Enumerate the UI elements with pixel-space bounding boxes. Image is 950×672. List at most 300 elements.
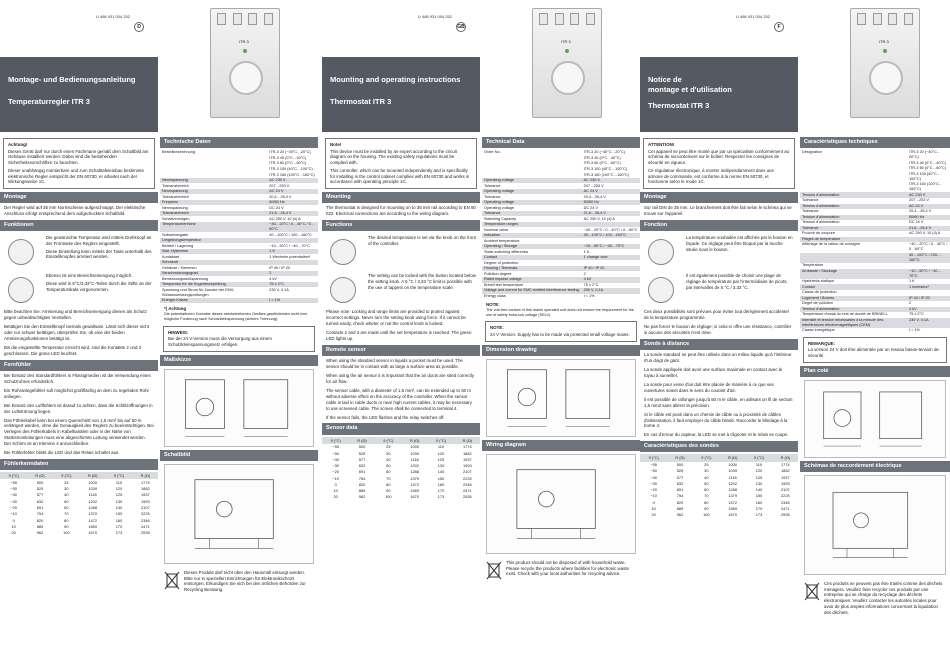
spec-cell: Hystérésis statique xyxy=(802,279,835,284)
spec-cell: Tolerance xyxy=(482,211,582,217)
de-sensor-heading: Fernfühler xyxy=(0,360,158,371)
f-doc-number: U 468 931 004 252 xyxy=(735,14,770,19)
f-sensor-table-heading: Caractéristiques des sondes xyxy=(640,441,798,452)
table-cell: 25 xyxy=(386,444,391,450)
spec-cell: ITR-3 160 (100°C…160°C) xyxy=(269,172,315,177)
spec-cell: Schutzart xyxy=(160,260,267,266)
table-cell: 120 xyxy=(755,468,763,474)
spec-cell: 20,4…26,4 V xyxy=(909,209,932,214)
gb-device-area xyxy=(482,0,640,132)
table-cell: 754 xyxy=(358,475,366,481)
spec-cell: 207…253 V xyxy=(583,183,604,188)
spec-cell: AC 250 V, 10 (4) A xyxy=(909,231,941,236)
de-recycle-text: Dieses Produkt darf nicht über den Hausmüll entsorgt werden. Bitte nur in speziellen Einrichtungen für Elektronikschrott entsorgen. Erkundigen Sie sich bei den örtlichen Behörden zur Recycling Beratung. xyxy=(184,570,306,593)
f-warning-text-2: Ce régulateur électronique, à monter indépendamment dans une armoire de commande, est conforme à la norme EN 60730, et fonctionne selon le mode 1C. xyxy=(648,167,774,185)
spec-cell: 4 kV xyxy=(269,276,277,281)
de-mounting-text: Der Regler wird auf 35 mm Normschiene aufgeschnappt. Der elektrische Anschluss erfolgt entsprechend dem aufgedruckten Schaltbild. xyxy=(4,205,146,217)
sensor-table-header: ϑ (°C) xyxy=(745,454,772,461)
spec-cell: 2 xyxy=(909,301,912,306)
de-sensor-text: Bei Einsatz des Standardfühlers in Flüssigmedien ist die Verwendung eines Schutzrohres erforderlich. xyxy=(4,372,151,384)
table-cell: −55 xyxy=(650,462,657,468)
table-cell: 1937 xyxy=(141,492,150,498)
gb-functions-heading: Functions xyxy=(322,220,480,231)
table-cell: 1472 xyxy=(88,517,97,523)
spec-cell: Nennspannung xyxy=(160,178,267,184)
table-cell: 25 xyxy=(704,462,709,468)
table-cell: 170 xyxy=(115,523,123,529)
table-cell: −55 xyxy=(332,444,339,450)
led-icon xyxy=(883,49,887,53)
table-cell: 40 xyxy=(704,474,709,480)
spec-cell: Static switching differentia xyxy=(484,249,528,254)
table-cell: 632 xyxy=(676,480,684,486)
spec-cell: Operating / Storage xyxy=(482,244,582,250)
f-remark-title: REMARQUE: xyxy=(808,340,836,346)
table-cell: 1202 xyxy=(728,480,737,486)
table-cell: 691 xyxy=(36,505,44,511)
spec-cell: 40…100°C / 100…160°C xyxy=(582,233,640,239)
table-cell: 1000 xyxy=(410,444,419,450)
table-cell: 754 xyxy=(36,511,44,517)
device-image xyxy=(850,8,920,118)
table-cell: 2107 xyxy=(141,505,150,511)
f-recycle-notice xyxy=(800,578,950,618)
table-cell: 2346 xyxy=(781,499,790,505)
sensor-table-header: R (Ω) xyxy=(455,437,480,444)
device-label: ITR 3 xyxy=(239,39,249,44)
table-cell: 173 xyxy=(755,512,763,518)
spec-cell: Gehäuse / Klemmen xyxy=(162,265,197,270)
gb-function-text-1: The desired temperature is set via the knob on the front of the controller. xyxy=(368,235,476,246)
spec-cell xyxy=(800,182,907,192)
spec-row xyxy=(160,298,318,304)
f-cover-column xyxy=(640,0,798,672)
de-dimension-drawing xyxy=(164,369,314,447)
sensor-table-header: R (Ω) xyxy=(349,437,374,444)
table-cell: 577 xyxy=(36,492,44,498)
gb-product-name: Thermostat ITR 3 xyxy=(330,97,392,107)
spec-cell: Pollution degree xyxy=(484,271,512,276)
f-sensor-text-5: Si le câble est posé dans un chemin de câble ou à proximité de câbles d'alimentation, il faut employer du câble blindé. Raccorder le blindage à la borne 4. xyxy=(644,411,788,429)
table-cell: 1000 xyxy=(728,462,737,468)
table-cell: 820 xyxy=(36,517,44,523)
table-cell: 2225 xyxy=(141,511,150,517)
spec-cell: Toleranzbereich xyxy=(162,183,189,188)
spec-cell: ITR-3 100 (40°C…100°C) xyxy=(269,166,313,171)
table-cell: 1472 xyxy=(410,481,419,487)
crossed-bin-icon xyxy=(804,581,820,601)
spec-cell: Température xyxy=(802,263,824,268)
de-language-badge: D xyxy=(134,22,144,32)
de-functions-heading: Funktionen xyxy=(0,220,158,231)
table-cell: 160 xyxy=(115,517,123,523)
spec-cell: Plages de température xyxy=(800,237,907,243)
spec-cell xyxy=(800,172,907,182)
table-cell: 889 xyxy=(36,523,44,529)
spec-row xyxy=(800,172,950,182)
table-cell: 90 xyxy=(64,523,69,529)
spec-cell: DC 24 V xyxy=(909,220,924,225)
spec-cell: I = 1% xyxy=(909,328,920,333)
table-cell: 110 xyxy=(115,479,123,485)
table-cell: 10 xyxy=(11,523,16,529)
table-cell: −50 xyxy=(650,468,657,474)
spec-cell: −10…50°C / −40…70°C xyxy=(269,243,310,248)
gb-note2-box xyxy=(485,321,637,341)
table-cell: 100 xyxy=(385,494,392,500)
f-function-note: Ces deux possibilités sont prévues pour éviter tout dérèglement accidentel de la température programmée. xyxy=(644,309,789,321)
device-label: ITR 3 xyxy=(561,39,571,44)
table-cell: −30 xyxy=(332,463,339,469)
gb-doc-number: U 468 931 004 252 xyxy=(417,14,452,19)
gb-sensor-text-4: If the sensor fails, the LED flashes and the relay switches off. xyxy=(326,414,445,420)
f-sensor-text: La sonde standard ne peut être utilisée dans un milieu liquide qu'à l'intérieur d'un doigt de gant. xyxy=(644,352,792,364)
spec-cell: 1 Wechsler potentialfrei* xyxy=(269,254,311,259)
spec-cell: 21,6…26,4 V xyxy=(907,226,950,232)
f-functions-heading: Fonction xyxy=(640,220,798,231)
table-cell: −30 xyxy=(650,480,657,486)
table-cell: 80 xyxy=(704,499,709,505)
gb-dimension-drawing xyxy=(486,359,636,437)
table-cell: 1882 xyxy=(463,450,472,456)
spec-cell: ITR-3 160 (100°C…160°C) xyxy=(909,182,943,192)
spec-cell: −10…50°C / −40…70°C xyxy=(582,244,640,250)
spec-cell: AC 24 V xyxy=(582,189,640,195)
table-cell: 160 xyxy=(437,481,445,487)
spec-cell: AC 24 V xyxy=(267,189,318,195)
table-cell: 691 xyxy=(358,469,366,475)
f-function-text-2: Il est également possible de choisir une plage de réglage de température par l'intermédiaire de picots, par intervalles de 5 °C / 3,33 °C. xyxy=(686,273,788,290)
de-function-text-2b: Diese wird in 5°C/3,33°C-Teilen durch die Stifte an der Temperaturskala vorgenommen. xyxy=(46,280,152,292)
de-cover-column xyxy=(0,0,158,672)
table-cell: −20 xyxy=(10,505,17,511)
spec-cell: ITR-3 60 (0°C…60°C) xyxy=(269,161,307,166)
range-limit-illustration-icon xyxy=(4,273,42,307)
range-limit-illustration-icon xyxy=(326,273,364,307)
f-sensor-text-2: La sonde appliquée doit avoir une surface maximale en contact avec le tuyau à surveiller. xyxy=(644,366,783,378)
spec-cell: 1 K xyxy=(583,249,590,254)
table-cell: 889 xyxy=(676,506,684,511)
de-sensor-text-5: Bei Fühlerfehler blinkt die LED und das Relais schaltet aus. xyxy=(4,450,120,456)
table-cell: 20 xyxy=(333,494,338,500)
table-cell: 1774 xyxy=(463,444,472,450)
sensor-table-header: R (Ω) xyxy=(773,454,798,461)
table-cell: 20 xyxy=(11,530,16,536)
f-tech-heading: Caractéristiques techniques xyxy=(800,137,950,148)
gb-sensor-text: When using the standard sensor in liquids a pocket must be used. The sensor should be in contact with as large a surface area as possible. xyxy=(326,358,463,369)
table-cell: −40 xyxy=(650,474,657,480)
spec-cell: Energy class xyxy=(484,293,506,298)
spec-cell: Tension d'alimentation xyxy=(800,204,907,210)
f-sensor-text-6: En cas d'erreur du capteur, la LED se met à clignoter et le relais se coupe. xyxy=(644,432,789,438)
spec-cell: AC 24 V xyxy=(907,204,950,210)
de-hint-text: Bei der 24 V-Version muss die Versorgung aus einem Schutzkleinspannungsnetz erfolgen. xyxy=(168,336,272,348)
spec-cell: Ambiante / Stockage xyxy=(800,269,907,279)
spec-cell: IP 40 / IP 20 xyxy=(907,296,950,302)
table-cell: 1039 xyxy=(728,468,737,474)
table-cell: 140 xyxy=(755,487,763,493)
spec-cell: Energie-Klasse xyxy=(160,298,267,304)
table-cell: 30 xyxy=(386,450,391,456)
f-device-area xyxy=(800,0,950,132)
table-cell: 1882 xyxy=(141,486,150,492)
table-cell: −20 xyxy=(332,469,339,475)
table-cell: 170 xyxy=(755,506,763,511)
spec-cell: IP 40 / IP 20 xyxy=(582,266,640,272)
f-warning-text: Cet appareil ne peut être monté que par un spécialiste conformément au schéma de raccordement sur le boîtier. Respecter les consignes de sécurité en vigueur. xyxy=(648,148,790,166)
table-cell: 754 xyxy=(676,493,684,499)
spec-cell: 1 change over xyxy=(582,255,640,261)
table-cell: 90 xyxy=(386,488,391,494)
spec-cell: Toleranzbereich xyxy=(160,211,267,217)
spec-cell: 1 K xyxy=(267,249,318,255)
table-row xyxy=(322,494,480,500)
table-cell: 1937 xyxy=(463,456,472,462)
spec-cell: AC 250 V, 10 (4) A xyxy=(583,216,615,221)
table-cell: 962 xyxy=(36,530,44,536)
f-header xyxy=(640,0,798,57)
f-remark-box xyxy=(803,337,947,363)
table-cell: 150 xyxy=(755,493,763,499)
table-cell: 1379 xyxy=(88,511,97,517)
spec-cell: ITR-3 60 (0°C…60°C) xyxy=(909,166,947,171)
de-dimension-heading: Maßskizze xyxy=(160,355,318,366)
spec-cell: Température d'essai du test de dureté de BRINELL xyxy=(802,312,888,317)
spec-cell: AC 230 V xyxy=(907,192,950,198)
gb-title: Mounting and operating instructions xyxy=(330,75,461,84)
f-title-2: montage et d'utilisation xyxy=(648,85,732,95)
table-cell: −40 xyxy=(332,456,339,462)
f-function-text-1: La température souhaitée est affichée par le bouton en façade. Ce réglage peut être bloqué par la touche située sous le bouton. xyxy=(686,235,793,252)
table-cell: 1379 xyxy=(410,475,419,481)
spec-cell: Ambient temperature xyxy=(484,238,520,243)
spec-row xyxy=(800,269,950,279)
de-hint-title: HINWEIS: xyxy=(168,329,189,335)
gb-note2-text: 24 V Version. Supply has to be made via protected small voltage mains. xyxy=(490,331,630,337)
de-recycle-notice xyxy=(160,567,318,596)
table-cell: 173 xyxy=(437,494,445,500)
de-function-note-2: Betätigen Sie den Einstellknopf niemals gewaltsam. Lässt sich dieser nicht oder nur schwer betätigen, überprüfen Sie, ob eine der beiden Arretierungsfunktionen betätigt ist. xyxy=(4,324,149,341)
table-cell: 130 xyxy=(115,498,123,504)
table-cell: 2535 xyxy=(141,530,150,536)
de-function-text-1: Die gewünschte Temperatur wird mittels Drehknopf an der Frontseite des Reglers eingestellt. xyxy=(46,235,152,246)
de-sensor-text-3: Bei Einsatz des Luftfühlers ist darauf zu achten, dass die Schlitzöffnungen in der Luftströmung liegen. xyxy=(4,402,153,414)
f-wiring-diagram xyxy=(804,475,946,575)
crossed-bin-icon xyxy=(486,560,502,580)
spec-cell: Kontaktart xyxy=(162,254,180,259)
sensor-table-header: ϑ (°C) xyxy=(53,472,80,479)
spec-cell: Voltage and current for EMC emitted interference testing xyxy=(482,288,582,294)
spec-cell: Tolérance xyxy=(800,226,907,232)
de-sensor-table xyxy=(0,472,158,535)
spec-cell: IP 40 / IP 20 xyxy=(269,265,291,270)
spec-cell: Contact xyxy=(800,284,907,290)
de-header xyxy=(0,0,158,57)
gb-footnote-title: NOTE: xyxy=(486,302,500,308)
de-spec-column xyxy=(160,0,318,672)
f-mounting-heading: Montage xyxy=(640,192,798,203)
spec-cell: Sollwertangabe xyxy=(162,232,189,237)
spec-cell: DC 24 V xyxy=(583,205,598,210)
spec-cell: 75 ± 2°C xyxy=(909,312,924,317)
spec-cell: ITR-3 20 (−40°C…20°C) xyxy=(909,150,941,160)
table-cell: 110 xyxy=(437,444,445,450)
table-cell: 1937 xyxy=(781,474,790,480)
spec-cell: AC 230 V xyxy=(582,178,640,184)
f-title: Notice de xyxy=(648,75,682,84)
table-cell: 70 xyxy=(64,511,69,517)
table-cell: 25 xyxy=(64,479,69,485)
spec-cell: 75 ± 2°C xyxy=(583,282,599,287)
spec-cell: Bemessungsstoßspannung xyxy=(162,276,209,281)
spec-cell: ITR-3 60 (0°C…60°C) xyxy=(583,161,621,166)
table-cell: 500 xyxy=(358,444,366,450)
f-sensor-table xyxy=(640,454,798,517)
spec-cell: Pouvoir de coupure xyxy=(802,231,835,236)
spec-cell: 2 xyxy=(583,271,586,276)
spec-cell: AC 250 V, 10 (4) A xyxy=(269,216,301,221)
table-cell: −20 xyxy=(650,487,657,493)
spec-cell: 50/60 Hz xyxy=(582,200,640,206)
table-cell: 1993 xyxy=(141,498,150,504)
table-cell: 1993 xyxy=(463,463,472,469)
spec-cell: Nennspannung xyxy=(162,205,188,210)
table-row xyxy=(0,529,158,535)
spec-cell: 21,6…26,4 V xyxy=(267,211,318,217)
table-cell: 80 xyxy=(64,517,69,523)
table-cell: 150 xyxy=(115,511,123,517)
spec-cell: Umgebungstemperatur xyxy=(160,238,267,244)
table-cell: 125 xyxy=(115,492,123,498)
table-cell: 40 xyxy=(64,492,69,498)
f-warning-box xyxy=(643,138,795,189)
spec-cell: Tolérance xyxy=(802,198,819,203)
table-cell: 125 xyxy=(437,456,445,462)
spec-cell: Frequenz xyxy=(160,200,267,206)
table-cell: 577 xyxy=(676,474,684,480)
dial-icon xyxy=(869,61,903,95)
spec-cell: indication xyxy=(482,233,582,239)
spec-cell: Degree of protection xyxy=(484,260,519,265)
table-cell: 1569 xyxy=(728,506,737,511)
gb-note-text: This device must be installed by an expert according to the circuit diagram on the housing. The existing safety regulations must be complied with. xyxy=(330,148,457,166)
gb-recycle-notice xyxy=(482,557,640,583)
table-cell: 2346 xyxy=(141,517,150,523)
gb-note-title: Note! xyxy=(330,142,342,147)
f-remark-text: La version 24 V doit être alimentée par un reseau basse-tension de sécurité. xyxy=(808,347,939,358)
spec-cell: Tolérance xyxy=(802,209,819,214)
table-cell: 2107 xyxy=(781,487,790,493)
table-cell: 0 xyxy=(334,481,337,487)
de-footnote-text: Die potentialfreien Kontakte dieses netzbetriebenen Gerätes gewährleisten nicht eine mögliche Forderung nach Schutzkleinspannung (sichere Trennung). xyxy=(164,312,308,322)
knob-illustration-icon xyxy=(4,235,42,269)
sensor-table-header: ϑ (°C) xyxy=(0,472,27,479)
table-cell: 1118 xyxy=(728,474,737,480)
de-sensor-text-4: Das Fühlerkabel kann bei einem Querschnitt von 1,5 mm² bis auf 50 m verlängert werden, ohne die Genauigkeit des Reglers zu beeinträchtigen. Bei Verlegen des Fühlerkabels in Kabelkanälen oder in der Nähe von Starkstromleitungen muss eine abgeschirmte Leitung verwendet werden. Der Schirm ist an Klemme 4 anzuschließen. xyxy=(4,417,154,447)
f-sensor-text-4: Il est possible de rallonger jusqu'à 50 m le câble, en utilisant un fil de section 1,5 mm2 sans altérer la précision. xyxy=(644,396,793,408)
spec-cell: 4 kV xyxy=(582,277,640,283)
de-function-text-2: Ebenso ist eine Bereichseinengung möglich. xyxy=(46,273,133,279)
spec-cell: −40…20°C / 0…40°C / 0…60°C xyxy=(267,222,318,232)
de-tech-heading: Technische Daten xyxy=(160,137,318,148)
sensor-table-header: R (Ω) xyxy=(720,454,745,461)
table-cell: 2225 xyxy=(463,475,472,481)
table-cell: 100 xyxy=(703,512,710,518)
spec-row xyxy=(800,242,950,252)
gb-sensor-heading: Remote sensor xyxy=(322,345,480,356)
sensor-table-header: R (Ω) xyxy=(667,454,692,461)
knob-illustration-icon xyxy=(644,235,682,269)
spec-cell: 1 inverseur* xyxy=(907,284,950,290)
de-wiring-heading: Schaltbild xyxy=(160,450,318,461)
table-cell: 500 xyxy=(36,479,44,485)
spec-cell: 2 xyxy=(267,271,318,277)
sensor-table-header: R (Ω) xyxy=(27,472,52,479)
spec-cell: 207…253 V xyxy=(269,183,290,188)
spec-cell: Stat. Hysterese xyxy=(160,249,267,255)
spec-cell: 21,6…26,4 V xyxy=(582,211,640,217)
table-cell: 0 xyxy=(652,499,655,505)
table-cell: 0 xyxy=(12,517,15,523)
spec-cell: Tension d'alimentation xyxy=(800,192,907,198)
spec-cell: ITR-3 40 (0°C…40°C) xyxy=(269,155,307,160)
spec-cell: I = 1% xyxy=(267,298,318,304)
table-cell: 1202 xyxy=(410,463,419,469)
sensor-table-header: R (Ω) xyxy=(402,437,427,444)
de-warning-box xyxy=(3,138,155,189)
table-cell: 30 xyxy=(704,468,709,474)
gb-sensor-text-3: The sensor cable, with a diameter of 1.5 mm², can be extended up to 50 m without adverse effect on the accuracy of the controller. When the sensor cable is laid in cable ducts or near high current cables, it may be necessary to use screened cable. The screen shall be connected to terminal 4. xyxy=(326,387,472,411)
table-cell: 120 xyxy=(115,486,123,492)
gb-tech-heading: Technical Data xyxy=(482,137,640,148)
de-footnote-title: *) Achtung xyxy=(164,306,187,312)
spec-row xyxy=(800,253,950,263)
table-cell: 40 xyxy=(386,456,391,462)
spec-cell: Logement / Bornes xyxy=(800,296,907,302)
de-product-name: Temperaturregler ITR 3 xyxy=(8,97,90,107)
table-cell: 2107 xyxy=(463,469,472,475)
table-cell: 2471 xyxy=(141,523,150,529)
table-cell: 2471 xyxy=(781,506,790,511)
spec-cell: Switching Capacity xyxy=(484,216,517,221)
spec-cell: 40…100°C / 100…160°C xyxy=(907,253,950,263)
spec-cell: Classe de protection xyxy=(802,290,837,295)
spec-cell: 50/60 Hz xyxy=(267,200,318,206)
spec-cell: Operating voltage xyxy=(482,178,582,184)
spec-cell: ITR-3 160 (100°C…160°C) xyxy=(583,172,630,177)
table-cell: 150 xyxy=(437,475,445,481)
dial-icon xyxy=(551,61,585,95)
spec-row xyxy=(160,287,318,297)
table-cell: 525 xyxy=(358,450,366,456)
table-cell: 125 xyxy=(755,474,763,480)
table-cell: 10 xyxy=(333,488,338,494)
spec-cell: Temperature ranges xyxy=(482,222,582,228)
spec-cell: 50/60 Hz xyxy=(907,215,950,221)
spec-cell: Operating voltage xyxy=(484,205,514,210)
table-cell: 2225 xyxy=(781,493,790,499)
table-cell: 100 xyxy=(63,530,70,536)
table-cell: 20 xyxy=(651,512,656,518)
table-cell: 962 xyxy=(358,494,366,500)
de-mounting-heading: Montage xyxy=(0,192,158,203)
gb-note2-title: NOTE: xyxy=(490,325,504,331)
gb-mounting-text: The thermostat is designed for mounting on to 35 mm rail according to EN 50 022. Electrical connections are according to the wiring diagram. xyxy=(326,205,476,217)
spec-cell: I = 1% xyxy=(583,293,595,298)
table-cell: 1774 xyxy=(781,462,790,468)
table-cell: 173 xyxy=(115,530,123,536)
spec-cell: Nominal value xyxy=(484,227,509,232)
